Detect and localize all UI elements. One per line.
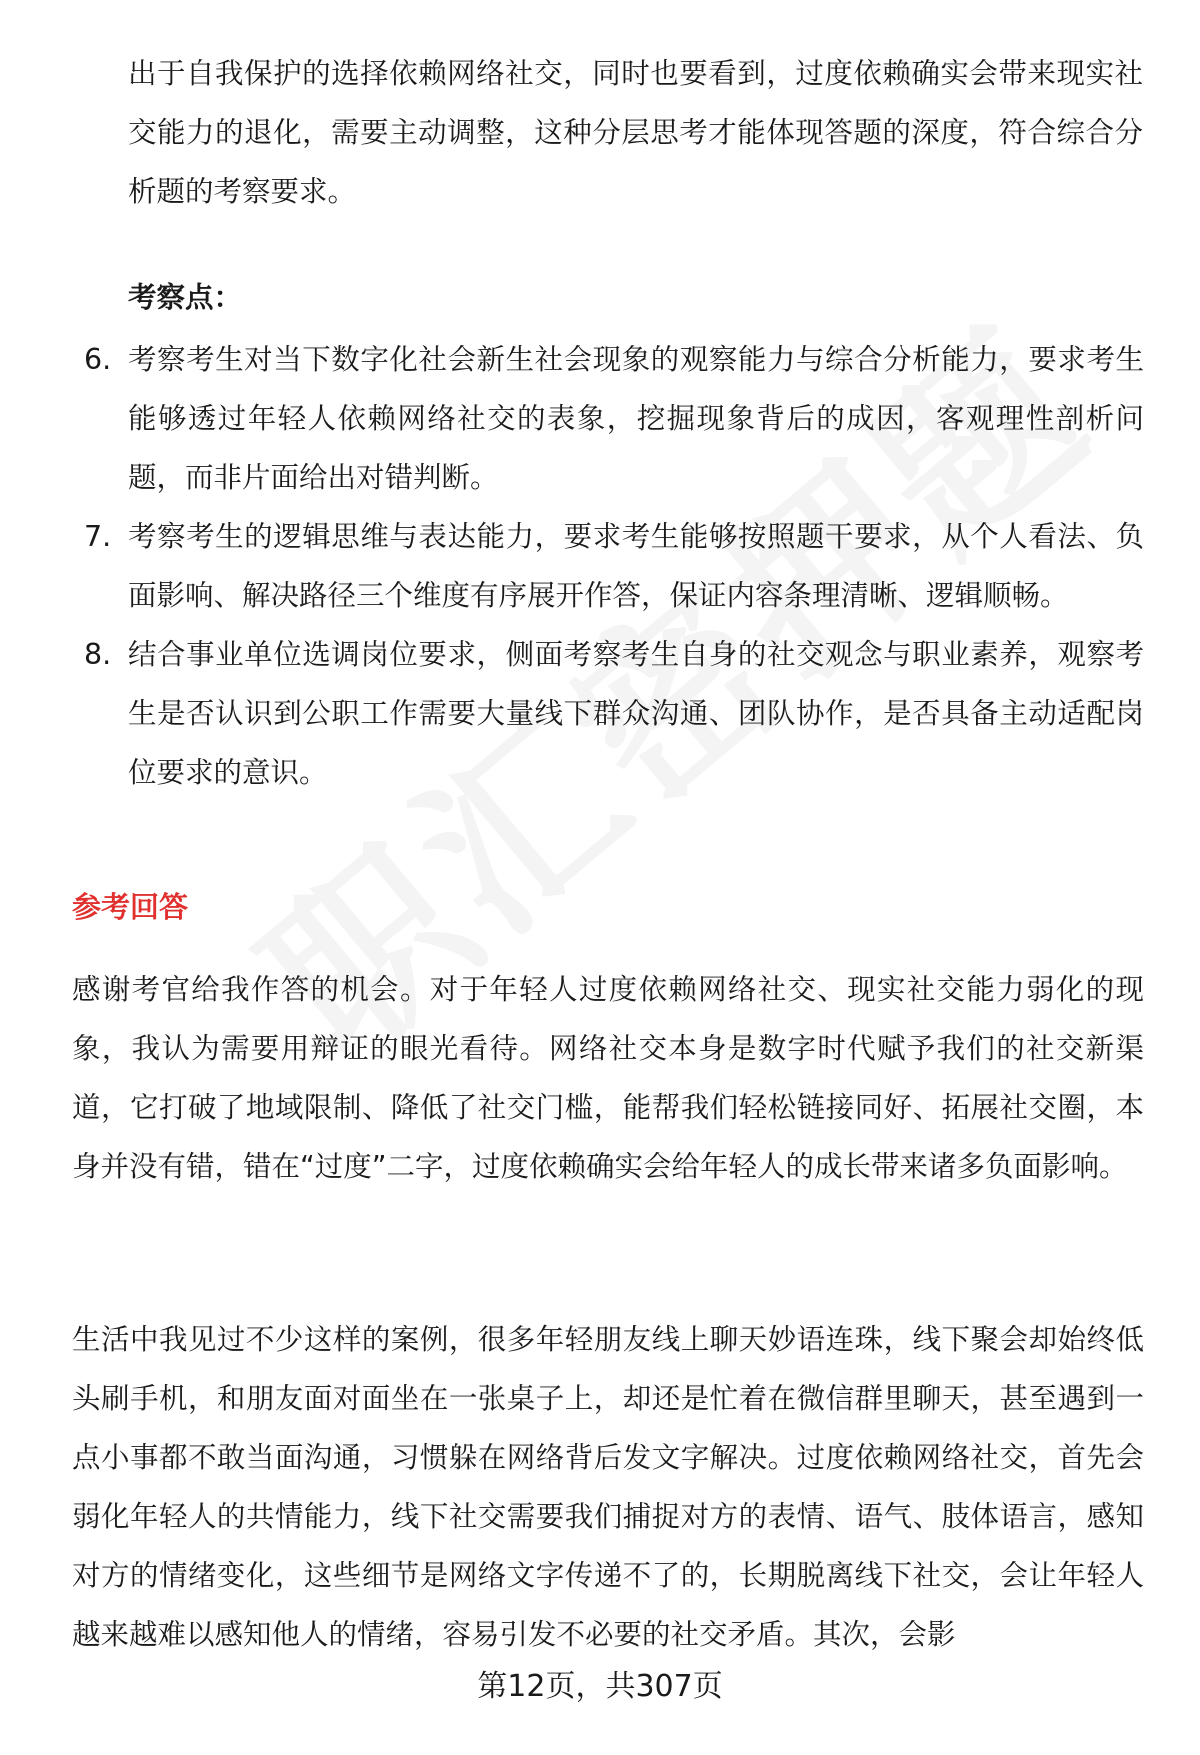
list-item (72, 330, 1144, 507)
list-item-number: 7. (84, 520, 112, 553)
list-item (72, 507, 1144, 625)
reference-answer-title: 参考回答 (72, 890, 189, 924)
list-item-number: 6. (84, 343, 112, 376)
exam-points-heading: 考察点： (128, 281, 243, 314)
answer-paragraph-1: 感谢考官给我作答的机会。对于年轻人过度依赖网络社交、现实社交能力弱化的现象，我认为需要用辩证的眼光看待。网络社交本身是数字时代赋予我们的社交新渠道，它打破了地域限制、降低了社交门槛，能帮我们轻松链接同好、拓展社交圈，本身并没有错，错在“过度”二字，过度依赖确实会给年轻人的成长带来诸多负面影响。 (72, 973, 1144, 1183)
list-item-text: 结合事业单位选调岗位要求，侧面考察考生自身的社交观念与职业素养，观察考生是否认识到公职工作需要大量线下群众沟通、团队协作，是否具备主动适配岗位要求的意识。 (128, 638, 1144, 789)
exam-points-list (72, 330, 1144, 802)
intro-paragraph: 出于自我保护的选择依赖网络社交，同时也要看到，过度依赖确实会带来现实社交能力的退化，需要主动调整，这种分层思考才能体现答题的深度，符合综合分析题的考察要求。 (128, 57, 1143, 208)
answer-paragraph-2: 生活中我见过不少这样的案例，很多年轻朋友线上聊天妙语连珠，线下聚会却始终低头刷手机，和朋友面对面坐在一张桌子上，却还是忙着在微信群里聊天，甚至遇到一点小事都不敢当面沟通，习惯躲在网络背后发文字解决。过度依赖网络社交，首先会弱化年轻人的共情能力，线下社交需要我们捕捉对方的表情、语气、肢体语言，感知对方的情绪变化，这些细节是网络文字传递不了的，长期脱离线下社交，会让年轻人越来越难以感知他人的情绪，容易引发不必要的社交矛盾。其次，会影 (72, 1323, 1144, 1651)
list-item-text: 考察考生对当下数字化社会新生社会现象的观察能力与综合分析能力，要求考生能够透过年轻人依赖网络社交的表象，挖掘现象背后的成因，客观理性剖析问题，而非片面给出对错判断。 (128, 343, 1144, 494)
list-item-text: 考察考生的逻辑思维与表达能力，要求考生能够按照题干要求，从个人看法、负面影响、解决路径三个维度有序展开作答，保证内容条理清晰、逻辑顺畅。 (128, 520, 1144, 612)
page-footer: 第12页，共307页 (477, 1669, 723, 1704)
list-item (72, 625, 1144, 802)
list-item-number: 8. (84, 638, 112, 671)
